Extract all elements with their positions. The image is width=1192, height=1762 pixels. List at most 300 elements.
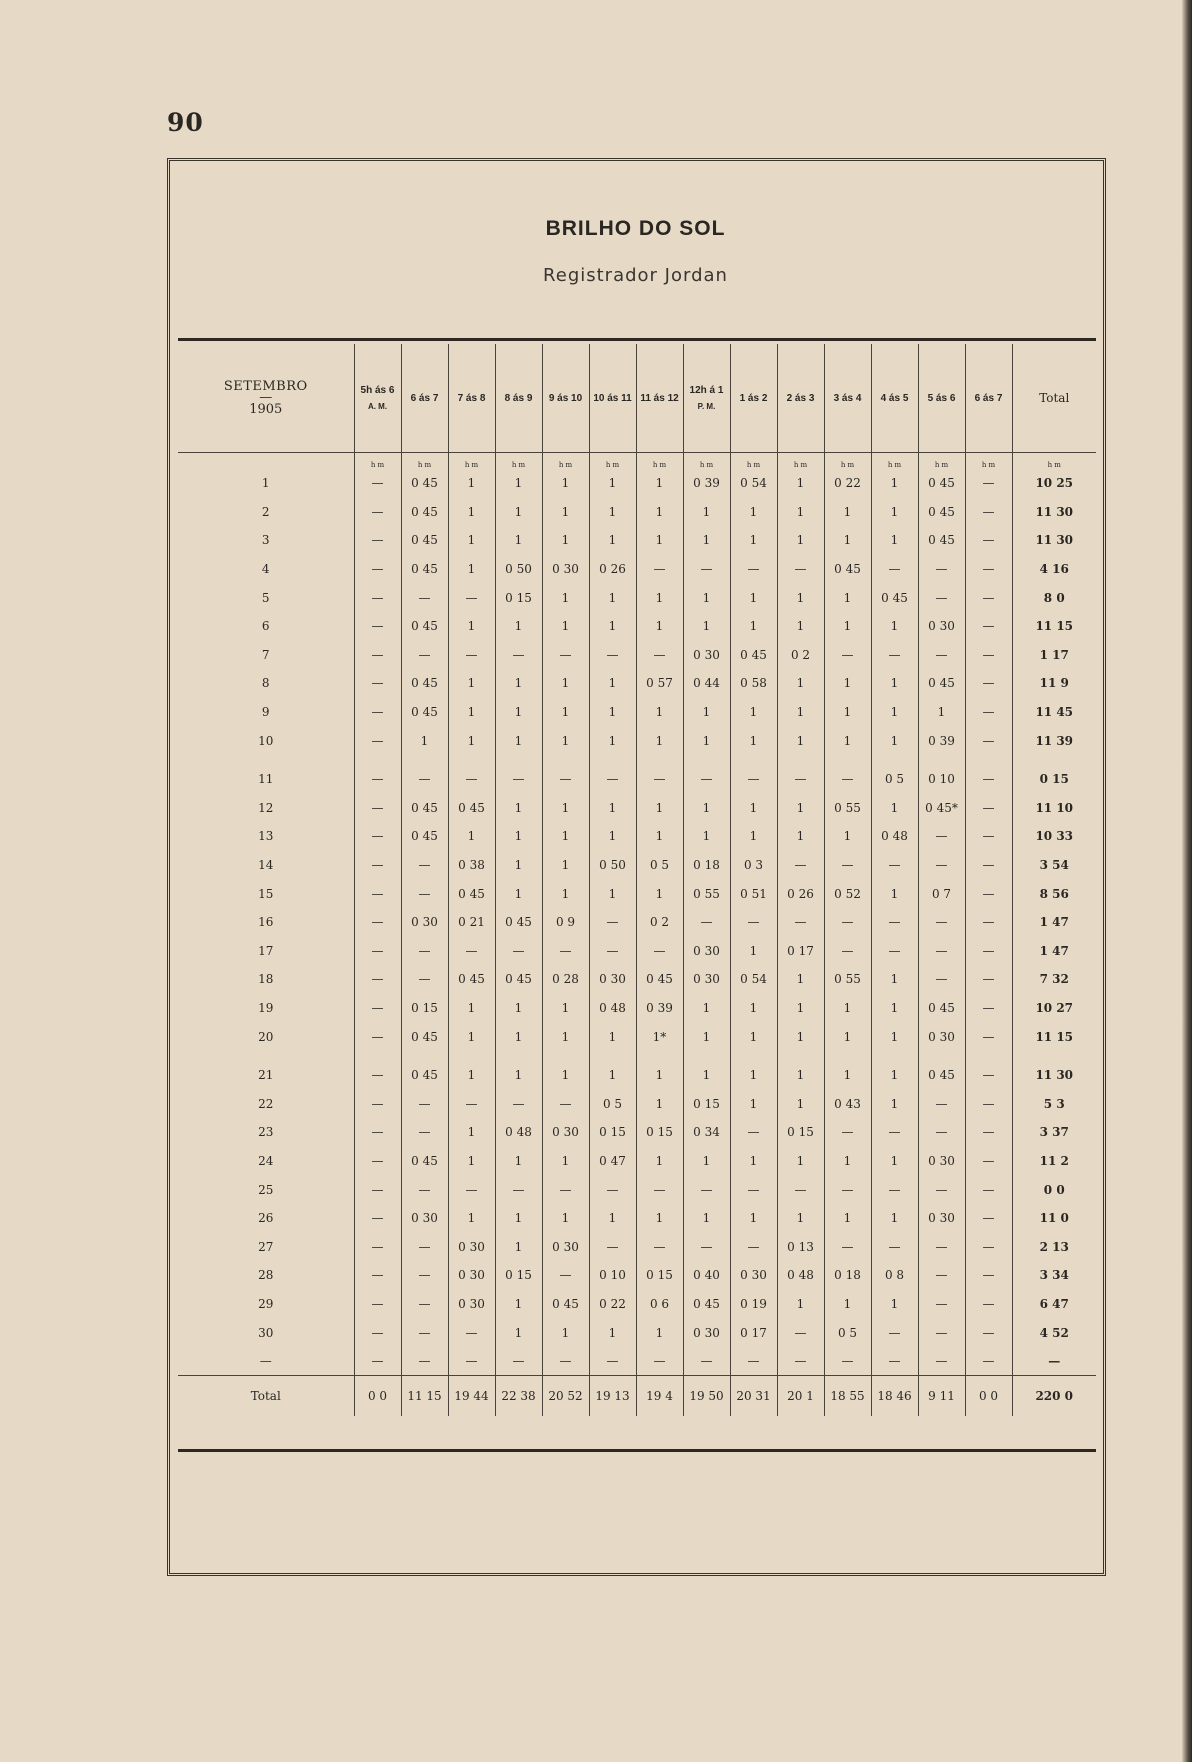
hour-value: 0 30 [589,965,636,994]
gap-cell [1012,1051,1096,1061]
hour-value: 1 [777,1147,824,1176]
hour-value: 0 19 [730,1290,777,1319]
hour-value: — [401,937,448,966]
row-total: 1 47 [1012,937,1096,966]
hour-value: 0 45 [824,555,871,584]
hour-value: 1 [824,612,871,641]
hour-value: — [965,1118,1012,1147]
hour-value: 1 [448,669,495,698]
hour-value: — [871,937,918,966]
hour-value: 1 [495,851,542,880]
hour-value: — [777,765,824,794]
hour-value: — [918,1232,965,1261]
hour-value: 0 15 [636,1118,683,1147]
hour-value: 1 [730,698,777,727]
hour-value: 1 [871,1147,918,1176]
hour-value: — [965,698,1012,727]
table-row [178,498,1096,527]
hour-value: 0 50 [589,851,636,880]
hour-value: 1 [777,794,824,823]
day-cell: — [259,1354,272,1369]
gap-cell [730,755,777,765]
hour-value: — [918,1118,965,1147]
hour-value: 1 [589,1022,636,1051]
hour-value: — [354,1204,401,1233]
hour-value: — [965,1022,1012,1051]
row-total: 3 54 [1012,851,1096,880]
hour-value: — [683,765,730,794]
hour-value: — [824,908,871,937]
hour-value: 1 [542,1318,589,1347]
hour-value: 0 15 [777,1118,824,1147]
hour-value: 1 [871,498,918,527]
hour-header [777,344,824,453]
unit-label: h m [965,453,1012,470]
hour-value: 0 3 [730,851,777,880]
hour-value: 1 [636,583,683,612]
hour-header [871,344,918,453]
month-dash: — [259,390,273,405]
hour-value: 0 58 [730,669,777,698]
hour-header-label: 9 ás 10 [548,392,583,404]
hour-value: — [354,555,401,584]
row-total: 11 39 [1012,726,1096,755]
table-row [178,698,1096,727]
hour-value: — [918,1089,965,1118]
hour-value: — [730,1175,777,1204]
hour-value: — [354,669,401,698]
hour-value: 1 [448,1022,495,1051]
bottom-divider [178,1449,1096,1452]
row-total: 8 56 [1012,879,1096,908]
hour-value: 1 [589,526,636,555]
hour-value: 1 [495,994,542,1023]
day-cell: 28 [258,1268,274,1283]
hour-value: 1 [636,726,683,755]
gap-cell [448,1051,495,1061]
gap-cell [542,1051,589,1061]
hour-value: 0 54 [730,965,777,994]
hour-value: 0 30 [448,1232,495,1261]
hour-value: 0 45 [401,526,448,555]
table-row [178,879,1096,908]
column-total: 18 46 [871,1376,918,1417]
hour-value: 1 [730,726,777,755]
hour-value: — [448,937,495,966]
hour-value: 1 [542,726,589,755]
unit-label: h m [1012,453,1096,470]
grand-total: 220 0 [1012,1376,1096,1417]
hour-value: — [683,908,730,937]
hour-value: 0 15 [636,1261,683,1290]
gap-cell [589,1051,636,1061]
month-label: SETEMBRO [223,379,308,394]
hour-value: 0 17 [730,1318,777,1347]
hour-value: 1 [589,1204,636,1233]
hour-value: — [918,1290,965,1319]
hour-value: 0 38 [448,851,495,880]
hour-value: 1 [871,1290,918,1319]
column-total: 19 50 [683,1376,730,1417]
hour-value: 0 18 [824,1261,871,1290]
table-row [178,765,1096,794]
row-total: 2 13 [1012,1232,1096,1261]
column-total: 18 55 [824,1376,871,1417]
hour-value: 1 [542,851,589,880]
hour-value: 1 [824,994,871,1023]
hour-value: 0 47 [589,1147,636,1176]
gap-cell [354,1051,401,1061]
hour-value: — [965,1261,1012,1290]
hour-value: — [918,851,965,880]
hour-value: 1 [871,794,918,823]
gap-cell [871,755,918,765]
table-row [178,937,1096,966]
hour-value: — [871,851,918,880]
hour-value: 0 30 [918,1022,965,1051]
unit-label: h m [448,453,495,470]
hour-value: — [965,555,1012,584]
unit-label: h m [777,453,824,470]
table-frame [167,158,1106,1576]
hour-value: 1 [589,669,636,698]
hour-value: 1 [824,1204,871,1233]
hour-value: 0 5 [871,765,918,794]
hour-value: — [354,965,401,994]
hour-value: — [965,1175,1012,1204]
hour-value: — [683,1347,730,1376]
hour-value: 0 45 [636,965,683,994]
hour-value: 1 [589,794,636,823]
hour-value: 1 [495,469,542,498]
hour-value: — [965,469,1012,498]
hour-value: 1 [824,583,871,612]
hour-value: 1 [542,1022,589,1051]
table-row [178,1175,1096,1204]
hour-value: 1 [589,822,636,851]
hour-value: — [589,765,636,794]
gap-cell [495,755,542,765]
day-cell: 3 [261,533,270,548]
hour-value: 0 39 [918,726,965,755]
hour-value: 1 [495,1061,542,1090]
hour-value: 1 [871,1089,918,1118]
hour-header [824,344,871,453]
row-total: 7 32 [1012,965,1096,994]
day-cell: 10 [258,733,274,748]
hour-value: — [871,1232,918,1261]
hour-value: 1 [777,669,824,698]
hour-value: 1 [824,822,871,851]
hour-value: 1 [683,1147,730,1176]
hour-value: 0 45 [918,498,965,527]
hour-value: 1 [918,698,965,727]
hour-value: — [824,937,871,966]
gap-cell [871,1051,918,1061]
title-block [178,161,1093,339]
hour-value: 1 [495,726,542,755]
hour-value: 1 [871,1204,918,1233]
hour-value: 1 [542,498,589,527]
hour-header-label: 11 ás 12 [640,392,679,404]
gap-cell [178,1051,354,1061]
table-row [178,1089,1096,1118]
hour-value: 0 15 [495,583,542,612]
gap-cell [448,755,495,765]
unit-label: h m [730,453,777,470]
hour-value: — [965,794,1012,823]
hour-header [683,344,730,453]
hour-value: 1 [871,612,918,641]
hour-value: — [965,908,1012,937]
totals-label: Total [178,1376,354,1417]
hour-value: — [354,1261,401,1290]
hour-value: 0 30 [401,1204,448,1233]
hour-header-label: 7 ás 8 [457,392,486,404]
column-total: 22 38 [495,1376,542,1417]
hour-value: — [918,641,965,670]
hour-value: — [965,1204,1012,1233]
hour-value: — [636,641,683,670]
hour-value: 1 [589,879,636,908]
hour-value: 0 17 [777,937,824,966]
table-body [178,453,1096,1417]
hour-value: 1 [448,469,495,498]
hour-value: 1 [683,612,730,641]
hour-value: 0 30 [448,1290,495,1319]
day-cell: 14 [258,858,274,873]
row-total: 4 16 [1012,555,1096,584]
day-cell: 12 [258,800,274,815]
hour-value: — [965,669,1012,698]
day-cell: 15 [258,886,274,901]
hour-value: — [354,879,401,908]
table-row [178,994,1096,1023]
hour-value: — [401,1290,448,1319]
page-subtitle: Registrador Jordan [543,265,728,286]
hour-value: — [918,822,965,851]
table-row [178,1318,1096,1347]
hour-value: — [824,765,871,794]
table-row [178,612,1096,641]
hour-value: — [542,765,589,794]
hour-header-label: 8 ás 9 [504,392,533,404]
hour-value: 1 [824,1147,871,1176]
hour-value: 0 39 [636,994,683,1023]
hour-value: 1 [871,669,918,698]
hour-value: — [777,1175,824,1204]
row-total: 11 9 [1012,669,1096,698]
hour-value: 1 [636,1061,683,1090]
hour-header-label: 12h á 1 [689,385,724,396]
hour-value: — [636,555,683,584]
day-cell: 18 [258,972,274,987]
hour-value: 1 [495,669,542,698]
hour-value: 0 48 [495,1118,542,1147]
hour-value: 1 [824,669,871,698]
hour-value: — [965,822,1012,851]
column-total: 20 52 [542,1376,589,1417]
hour-value: — [354,1175,401,1204]
row-total: 1 17 [1012,641,1096,670]
hour-header-period: P. M. [697,402,716,411]
hour-value: 1 [589,698,636,727]
hour-value: — [354,641,401,670]
hour-value: — [354,1147,401,1176]
hour-value: 1 [730,1022,777,1051]
hour-value: 1 [589,583,636,612]
hour-value: 1 [777,498,824,527]
column-total: 0 0 [965,1376,1012,1417]
hour-value: 0 15 [683,1089,730,1118]
hour-value: — [965,498,1012,527]
hour-value: 1 [636,1318,683,1347]
hour-value: — [354,612,401,641]
hour-value: — [589,641,636,670]
hour-value: 1 [401,726,448,755]
year-label: 1905 [249,402,283,417]
hour-value: 0 2 [777,641,824,670]
unit-label: h m [636,453,683,470]
hour-value: 0 30 [683,1318,730,1347]
hour-value: 0 9 [542,908,589,937]
hour-value: 0 54 [730,469,777,498]
hour-value: — [589,1175,636,1204]
row-total: 11 30 [1012,498,1096,527]
gap-cell [354,755,401,765]
hour-value: — [401,965,448,994]
hour-value: 1 [777,1022,824,1051]
hour-value: — [965,937,1012,966]
hour-value: 1 [495,498,542,527]
table-row [178,1147,1096,1176]
row-total: 4 52 [1012,1318,1096,1347]
hour-value: — [918,1175,965,1204]
table-row [178,1290,1096,1319]
hour-value: — [354,937,401,966]
hour-value: 0 21 [448,908,495,937]
hour-value: 1 [636,1089,683,1118]
row-total: 1 47 [1012,908,1096,937]
hour-value: 0 48 [777,1261,824,1290]
hour-header [589,344,636,453]
hour-value: — [918,555,965,584]
hour-value: — [777,555,824,584]
hour-value: 1 [495,1204,542,1233]
hour-value: — [965,1147,1012,1176]
hour-value: 0 45 [401,1022,448,1051]
column-total: 0 0 [354,1376,401,1417]
hour-value: 1 [448,555,495,584]
hour-value: 1 [448,1061,495,1090]
hour-value: 1 [495,1232,542,1261]
hour-value: 1 [636,1147,683,1176]
hour-value: — [824,641,871,670]
gap-cell [178,755,354,765]
gap-cell [824,755,871,765]
hour-value: 1 [542,469,589,498]
day-cell: 20 [258,1029,274,1044]
hour-value: 1 [448,726,495,755]
hour-value: 1 [542,669,589,698]
hour-value: 0 57 [636,669,683,698]
hour-value: — [636,765,683,794]
hour-value: 0 30 [918,1204,965,1233]
hour-value: 1 [636,822,683,851]
hour-value: 0 45 [401,1061,448,1090]
hour-value: 0 45 [495,908,542,937]
hour-value: — [448,1089,495,1118]
column-total: 19 13 [589,1376,636,1417]
hour-value: 0 13 [777,1232,824,1261]
hour-value: 0 45 [871,583,918,612]
sunshine-table [178,344,1096,1416]
hour-value: 1 [683,698,730,727]
row-total: 11 30 [1012,1061,1096,1090]
hour-value: 0 39 [683,469,730,498]
hour-value: 0 48 [871,822,918,851]
hour-header-label: 3 ás 4 [833,392,862,404]
day-cell: 5 [261,590,270,605]
row-total: 11 15 [1012,612,1096,641]
gap-cell [683,1051,730,1061]
hour-value: 0 45 [730,641,777,670]
hour-header-label: 5 ás 6 [927,392,956,404]
hour-value: — [777,1347,824,1376]
day-cell: 29 [258,1296,274,1311]
hour-header [448,344,495,453]
table-row [178,526,1096,555]
hour-value: 0 45* [918,794,965,823]
hour-value: — [354,526,401,555]
hour-value: 0 30 [401,908,448,937]
hour-value: 1 [495,1318,542,1347]
gap-cell [730,1051,777,1061]
hour-value: — [542,1347,589,1376]
row-total: 11 0 [1012,1204,1096,1233]
hour-value: — [730,908,777,937]
hour-value: 1 [777,526,824,555]
hour-value: — [965,1318,1012,1347]
hour-value: 1 [495,822,542,851]
hour-value: 1 [636,612,683,641]
hour-header [730,344,777,453]
hour-value: 0 5 [589,1089,636,1118]
gap-cell [542,755,589,765]
row-total: 0 15 [1012,765,1096,794]
gap-cell [636,1051,683,1061]
row-total: 11 15 [1012,1022,1096,1051]
hour-value: 0 30 [683,937,730,966]
hour-value: — [354,851,401,880]
total-header: Total [1012,344,1096,453]
hour-value: 1 [448,526,495,555]
hour-value: — [918,1347,965,1376]
row-total: 5 3 [1012,1089,1096,1118]
hour-value: — [401,1318,448,1347]
hour-value: 1 [871,698,918,727]
hour-value: 0 6 [636,1290,683,1319]
hour-value: — [730,1118,777,1147]
hour-value: — [965,1290,1012,1319]
hour-value: 0 45 [448,794,495,823]
hour-value: 1 [777,1061,824,1090]
hour-value: 0 55 [824,965,871,994]
unit-label: h m [918,453,965,470]
day-cell: 16 [258,915,274,930]
hour-value: — [871,1175,918,1204]
hour-value: 1 [542,526,589,555]
